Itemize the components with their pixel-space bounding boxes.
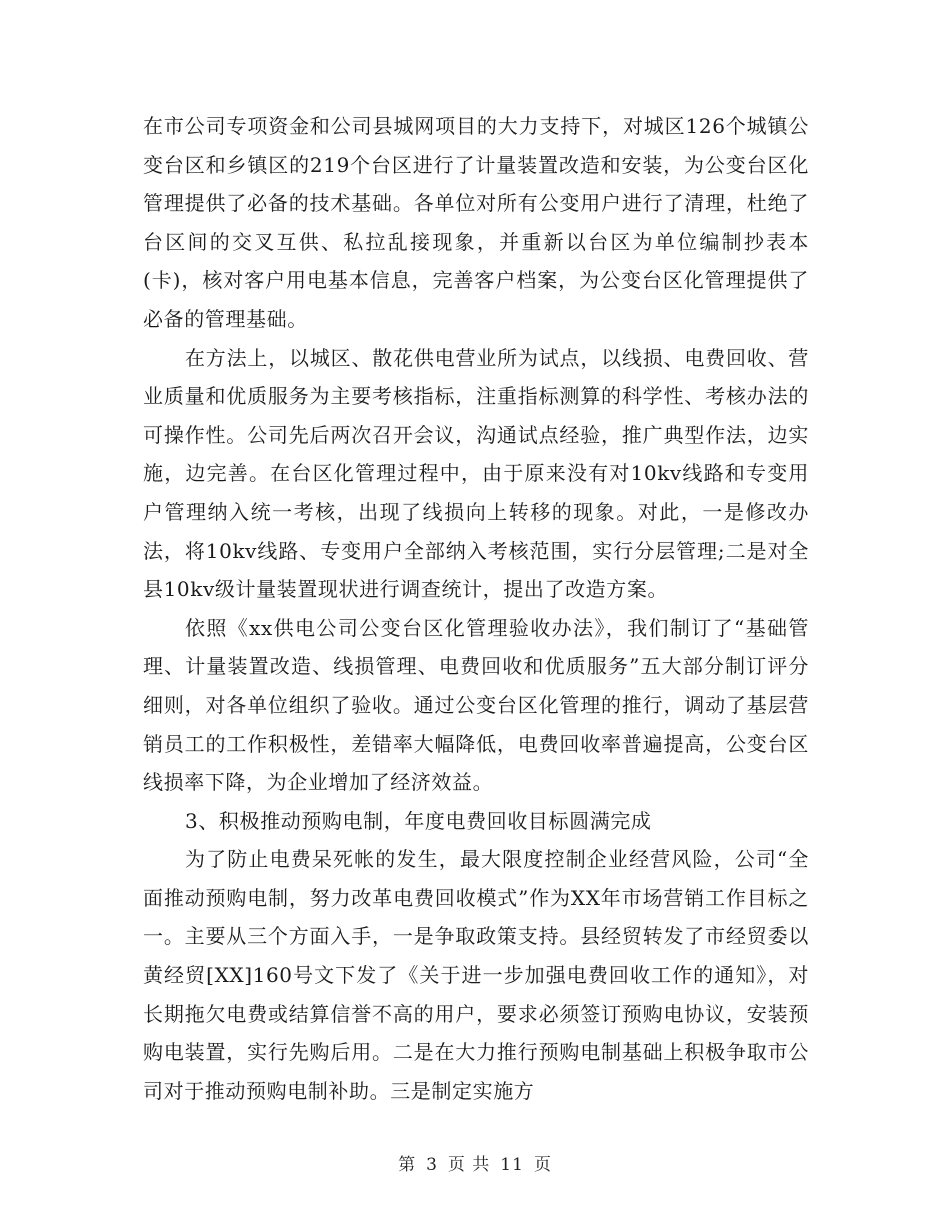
footer-suffix: 页 [533,1155,552,1175]
paragraph: 在市公司专项资金和公司县城网项目的大力支持下，对城区126个城镇公变台区和乡镇区的219个台区进行了计量装置改造和安装，为公变台区化管理提供了必备的技术基础。各单位对所有公变用户进行了清理，杜绝了台区间的交叉互供、私拉乱接现象，并重新以台区为单位编制抄表本(卡)，核对客户用电基本信息，完善客户档案，为公变台区化管理提供了必备的管理基础。 [143,114,809,331]
footer-prefix: 第 [398,1155,417,1175]
document-body [143,107,809,1110]
total-pages: 11 [500,1155,524,1175]
footer-middle: 页 共 [447,1155,491,1175]
page-footer [0,1150,950,1175]
paragraph: 在方法上，以城区、散花供电营业所为试点，以线损、电费回收、营业质量和优质服务为主要考核指标，注重指标测算的科学性、考核办法的可操作性。公司先后两次召开会议，沟通试点经验，推广典型作法，边实施，边完善。在台区化管理过程中，由于原来没有对10kv线路和专变用户管理纳入统一考核，出现了线损向上转移的现象。对此，一是修改办法，将10kv线路、专变用户全部纳入考核范围，实行分层管理;二是对全县10kv级计量装置现状进行调查统计，提出了改造方案。 [143,345,809,602]
paragraph: 为了防止电费呆死帐的发生，最大限度控制企业经营风险，公司“全面推动预购电制，努力改革电费回收模式”作为XX年市场营销工作目标之一。主要从三个方面入手，一是争取政策支持。县经贸转发了市经贸委以黄经贸[XX]160号文下发了《关于进一步加强电费回收工作的通知》，对长期拖欠电费或结算信誉不高的用户，要求必须签订预购电协议，安装预购电装置，实行先购后用。二是在大力推行预购电制基础上积极争取市公司对于推动预购电制补助。三是制定实施方 [143,847,809,1103]
paragraph: 依照《xx供电公司公变台区化管理验收办法》，我们制订了“基础管理、计量装置改造、线损管理、电费回收和优质服务”五大部分制订评分细则，对各单位组织了验收。通过公变台区化管理的推行，调动了基层营销员工的工作积极性，差错率大幅降低，电费回收率普遍提高，公变台区线损率下降，为企业增加了经济效益。 [143,615,809,795]
page-number: 3 [426,1155,438,1175]
section-heading: 3、积极推动预购电制，年度电费回收目标圆满完成 [185,808,652,833]
